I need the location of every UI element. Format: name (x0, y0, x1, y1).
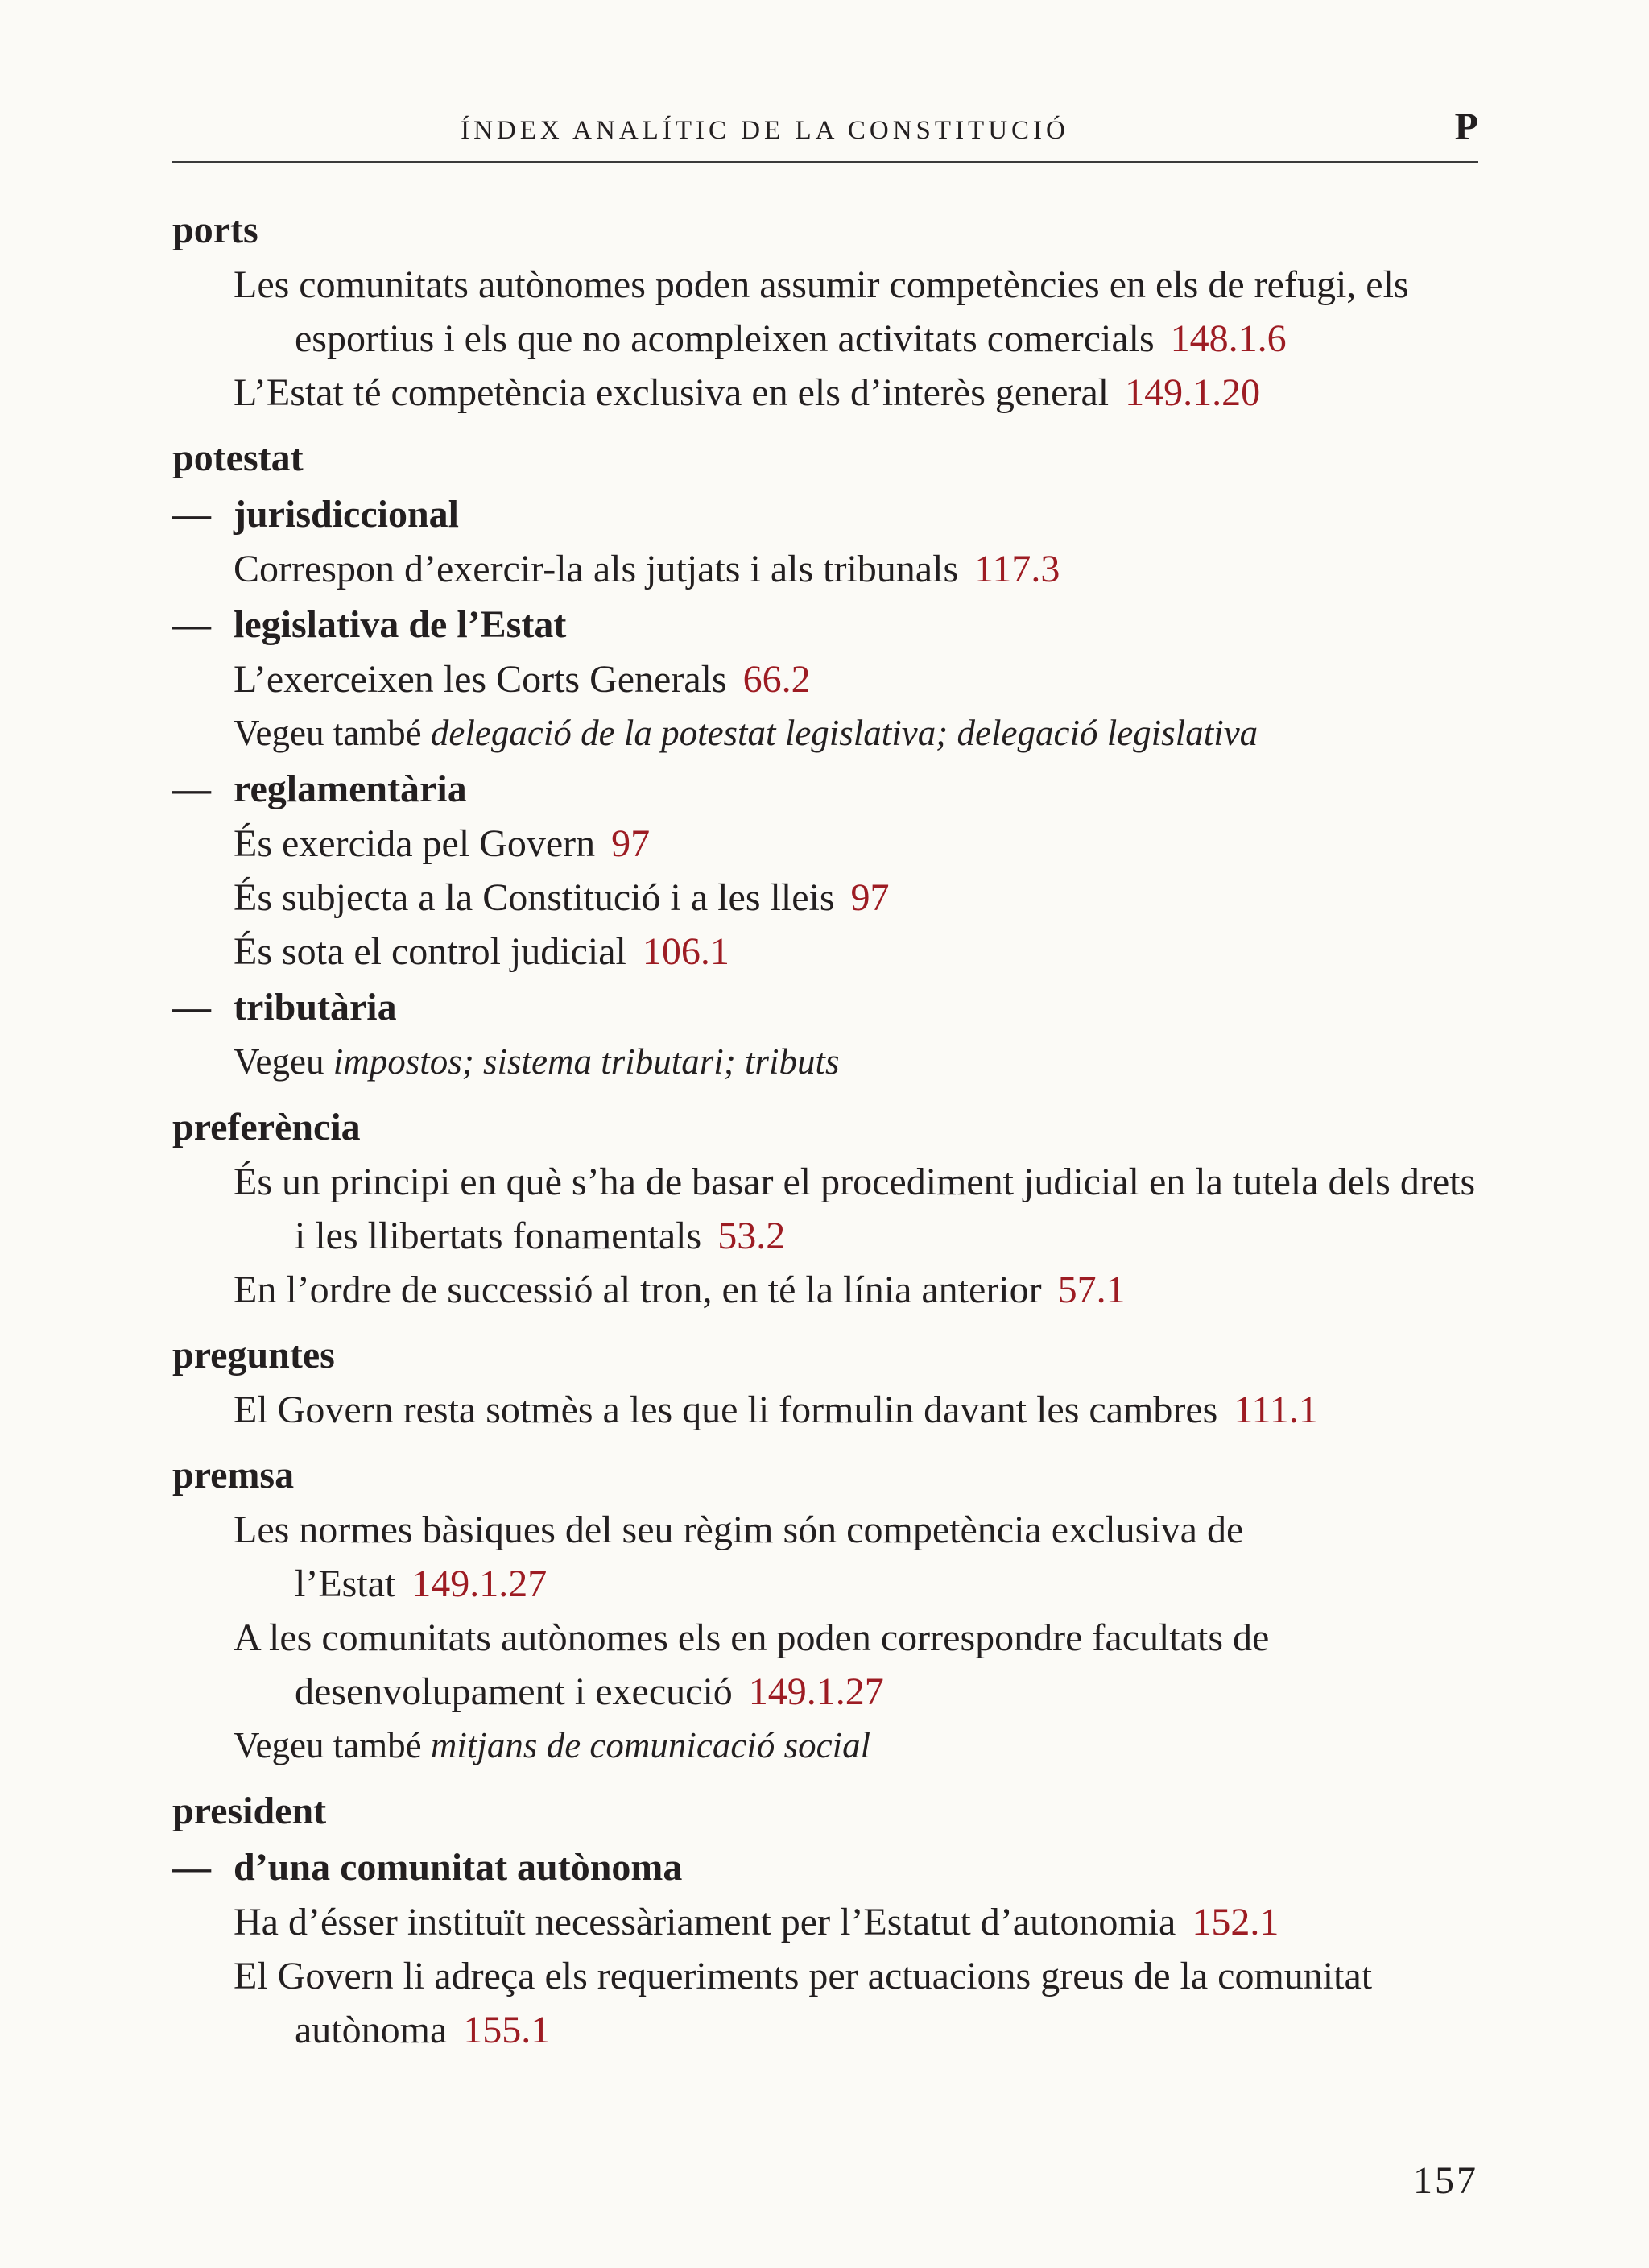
index-entry (172, 1448, 1478, 1773)
entry-headword: potestat (172, 437, 304, 479)
sub-entry-label: jurisdiccional (234, 493, 460, 536)
entry-headword: ports (172, 209, 258, 251)
entry-description (172, 925, 1478, 979)
entry-description (172, 817, 1478, 871)
entry-description (172, 1611, 1478, 1719)
article-reference: 155.1 (463, 2009, 551, 2051)
description-text: L’Estat té competència exclusiva en els d’interès general (234, 371, 1110, 414)
sub-entry-label: reglamentària (234, 768, 467, 810)
entry-description (172, 1263, 1478, 1317)
article-reference: 148.1.6 (1170, 317, 1287, 360)
cross-reference (172, 706, 1478, 760)
see-prefix: Vegeu també (234, 713, 422, 753)
index-entry (172, 1328, 1478, 1437)
entry-headword: president (172, 1790, 327, 1832)
cross-reference (172, 1719, 1478, 1773)
entry-description (172, 366, 1478, 420)
description-text: Ha d’ésser instituït necessàriament per l’Estatut d’autonomia (234, 1901, 1176, 1943)
article-reference: 149.1.27 (411, 1562, 548, 1605)
see-targets: delegació de la potestat legislativa; delegació legislativa (430, 713, 1258, 753)
entry-description (172, 1503, 1478, 1611)
page-number: 157 (1413, 2159, 1478, 2202)
sub-entry-label: legislativa de l’Estat (234, 603, 567, 646)
article-reference: 111.1 (1234, 1389, 1318, 1431)
index-entries (172, 203, 1478, 2068)
index-entry (172, 1784, 1478, 2057)
index-entry (172, 1100, 1478, 1317)
see-targets: mitjans de comunicació social (430, 1725, 871, 1765)
see-prefix: Vegeu també (234, 1725, 422, 1765)
header-title: ÍNDEX ANALÍTIC DE LA CONSTITUCIÓ (461, 116, 1069, 145)
index-entry (172, 203, 1478, 420)
sub-entry (172, 762, 1478, 817)
section-letter: P (1454, 106, 1478, 148)
see-prefix: Vegeu (234, 1041, 324, 1082)
article-reference: 53.2 (717, 1215, 786, 1257)
sub-entry (172, 1840, 1478, 1895)
em-dash: — (172, 603, 211, 646)
article-reference: 149.1.20 (1125, 371, 1261, 414)
entry-description (172, 1895, 1478, 1949)
entry-description (172, 258, 1478, 366)
sub-entry-label: d’una comunitat autònoma (234, 1846, 683, 1889)
running-header (172, 105, 1478, 163)
article-reference: 117.3 (974, 548, 1060, 590)
see-targets: impostos; sistema tributari; tributs (333, 1041, 840, 1082)
article-reference: 149.1.27 (748, 1670, 884, 1713)
sub-entry (172, 598, 1478, 652)
article-reference: 152.1 (1192, 1901, 1279, 1943)
description-text: Correspon d’exercir-la als jutjats i als tribunals (234, 548, 959, 590)
description-text: El Govern resta sotmès a les que li formulin davant les cambres (234, 1389, 1218, 1431)
entry-description (172, 871, 1478, 925)
description-text: És un principi en què s’ha de basar el procediment judicial en la tutela dels drets i les llibertats fonamentals (234, 1161, 1476, 1257)
entry-headword: preguntes (172, 1334, 335, 1376)
description-text: El Govern li adreça els requeriments per actuacions greus de la comunitat autònoma (234, 1955, 1373, 2051)
sub-entry-label: tributària (234, 986, 397, 1028)
article-reference: 106.1 (642, 930, 729, 973)
description-text: És subjecta a la Constitució i a les lleis (234, 876, 835, 919)
entry-description (172, 542, 1478, 596)
article-reference: 97 (850, 876, 890, 919)
em-dash: — (172, 1846, 211, 1889)
entry-description (172, 652, 1478, 706)
description-text: En l’ordre de successió al tron, en té la línia anterior (234, 1269, 1042, 1311)
article-reference: 57.1 (1057, 1269, 1126, 1311)
sub-entry (172, 487, 1478, 542)
description-text: És exercida pel Govern (234, 822, 596, 865)
article-reference: 66.2 (742, 658, 811, 701)
em-dash: — (172, 986, 211, 1028)
entry-headword: preferència (172, 1106, 361, 1148)
entry-headword: premsa (172, 1454, 295, 1496)
index-entry (172, 431, 1478, 1089)
entry-description (172, 1949, 1478, 2057)
description-text: L’exerceixen les Corts Generals (234, 658, 727, 701)
entry-description (172, 1383, 1478, 1437)
description-text: És sota el control judicial (234, 930, 626, 973)
sub-entry (172, 980, 1478, 1035)
em-dash: — (172, 493, 211, 536)
description-text: Les normes bàsiques del seu règim són competència exclusiva de l’Estat (234, 1509, 1244, 1605)
em-dash: — (172, 768, 211, 810)
description-text: Les comunitats autònomes poden assumir competències en els de refugi, els esportius i els que no acompleixen activitats comercials (234, 263, 1409, 360)
description-text: A les comunitats autònomes els en poden correspondre facultats de desenvolupament i execució (234, 1616, 1270, 1713)
article-reference: 97 (611, 822, 651, 865)
cross-reference (172, 1035, 1478, 1089)
entry-description (172, 1155, 1478, 1263)
